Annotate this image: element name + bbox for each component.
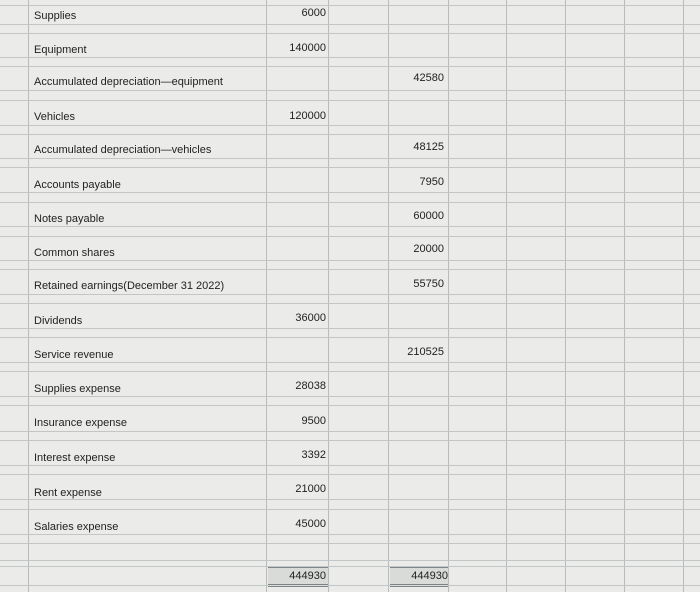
debit-cell[interactable]: 120000	[289, 110, 326, 122]
account-name[interactable]: Rent expense	[34, 487, 102, 499]
account-name[interactable]: Common shares	[34, 247, 115, 259]
grid-line	[0, 236, 700, 237]
credit-cell[interactable]: 7950	[419, 176, 444, 188]
grid-line	[0, 509, 700, 510]
grid-line	[683, 0, 684, 592]
debit-cell[interactable]: 6000	[301, 7, 326, 19]
account-name[interactable]: Accumulated depreciation—equipment	[34, 76, 223, 88]
grid-line	[0, 543, 700, 544]
account-name[interactable]: Supplies	[34, 10, 77, 22]
account-name[interactable]: Vehicles	[34, 111, 75, 123]
grid-line	[0, 125, 700, 126]
debit-cell[interactable]: 21000	[295, 483, 326, 495]
grid-line	[266, 0, 267, 592]
credit-cell[interactable]: 42580	[413, 72, 444, 84]
account-name[interactable]: Salaries expense	[34, 521, 119, 533]
debit-total[interactable]: 444930	[289, 570, 326, 582]
debit-cell[interactable]: 45000	[295, 518, 326, 530]
grid-line	[0, 362, 700, 363]
account-name[interactable]: Accumulated depreciation—vehicles	[34, 144, 212, 156]
grid-line	[0, 534, 700, 535]
grid-line	[0, 226, 700, 227]
grid-line	[506, 0, 507, 592]
grid-line	[0, 440, 700, 441]
grid-line	[0, 474, 700, 475]
account-name[interactable]: Interest expense	[34, 452, 116, 464]
grid-line	[0, 260, 700, 261]
grid-line	[0, 24, 700, 25]
grid-line	[0, 134, 700, 135]
account-name[interactable]: Service revenue	[34, 349, 114, 361]
account-name[interactable]: Accounts payable	[34, 179, 121, 191]
grid-line	[0, 167, 700, 168]
debit-cell[interactable]: 28038	[295, 380, 326, 392]
grid-line	[0, 90, 700, 91]
grid-line	[0, 57, 700, 58]
grid-line	[0, 396, 700, 397]
grid-line	[0, 337, 700, 338]
account-name[interactable]: Retained earnings(December 31 2022)	[34, 280, 225, 292]
credit-cell[interactable]: 20000	[413, 243, 444, 255]
debit-cell[interactable]: 3392	[301, 449, 326, 461]
grid-line	[0, 560, 700, 561]
credit-cell[interactable]: 60000	[413, 210, 444, 222]
grid-line	[0, 100, 700, 101]
grid-line	[0, 405, 700, 406]
account-name[interactable]: Supplies expense	[34, 383, 121, 395]
debit-cell[interactable]: 36000	[295, 312, 326, 324]
grid-line	[0, 158, 700, 159]
debit-cell[interactable]: 140000	[289, 42, 326, 54]
grid-line	[28, 0, 29, 592]
account-name[interactable]: Notes payable	[34, 213, 105, 225]
grid-line	[0, 431, 700, 432]
grid-line	[0, 192, 700, 193]
grid-line	[565, 0, 566, 592]
grid-line	[0, 499, 700, 500]
grid-line	[0, 566, 700, 567]
grid-line	[624, 0, 625, 592]
account-name[interactable]: Equipment	[34, 44, 87, 56]
grid-line	[328, 0, 329, 592]
credit-cell[interactable]: 48125	[413, 141, 444, 153]
grid-line	[0, 33, 700, 34]
grid-line	[0, 371, 700, 372]
credit-total[interactable]: 444930	[411, 570, 448, 582]
grid-line	[0, 269, 700, 270]
credit-cell[interactable]: 210525	[407, 346, 444, 358]
grid-line	[0, 5, 700, 6]
grid-line	[0, 303, 700, 304]
grid-line	[448, 0, 449, 592]
grid-line	[0, 294, 700, 295]
grid-line	[0, 66, 700, 67]
grid-line	[388, 0, 389, 592]
grid-line	[0, 585, 700, 586]
grid-line	[0, 328, 700, 329]
debit-cell[interactable]: 9500	[301, 415, 326, 427]
grid-line	[0, 465, 700, 466]
account-name[interactable]: Dividends	[34, 315, 83, 327]
grid-line	[0, 202, 700, 203]
account-name[interactable]: Insurance expense	[34, 417, 127, 429]
credit-cell[interactable]: 55750	[413, 278, 444, 290]
